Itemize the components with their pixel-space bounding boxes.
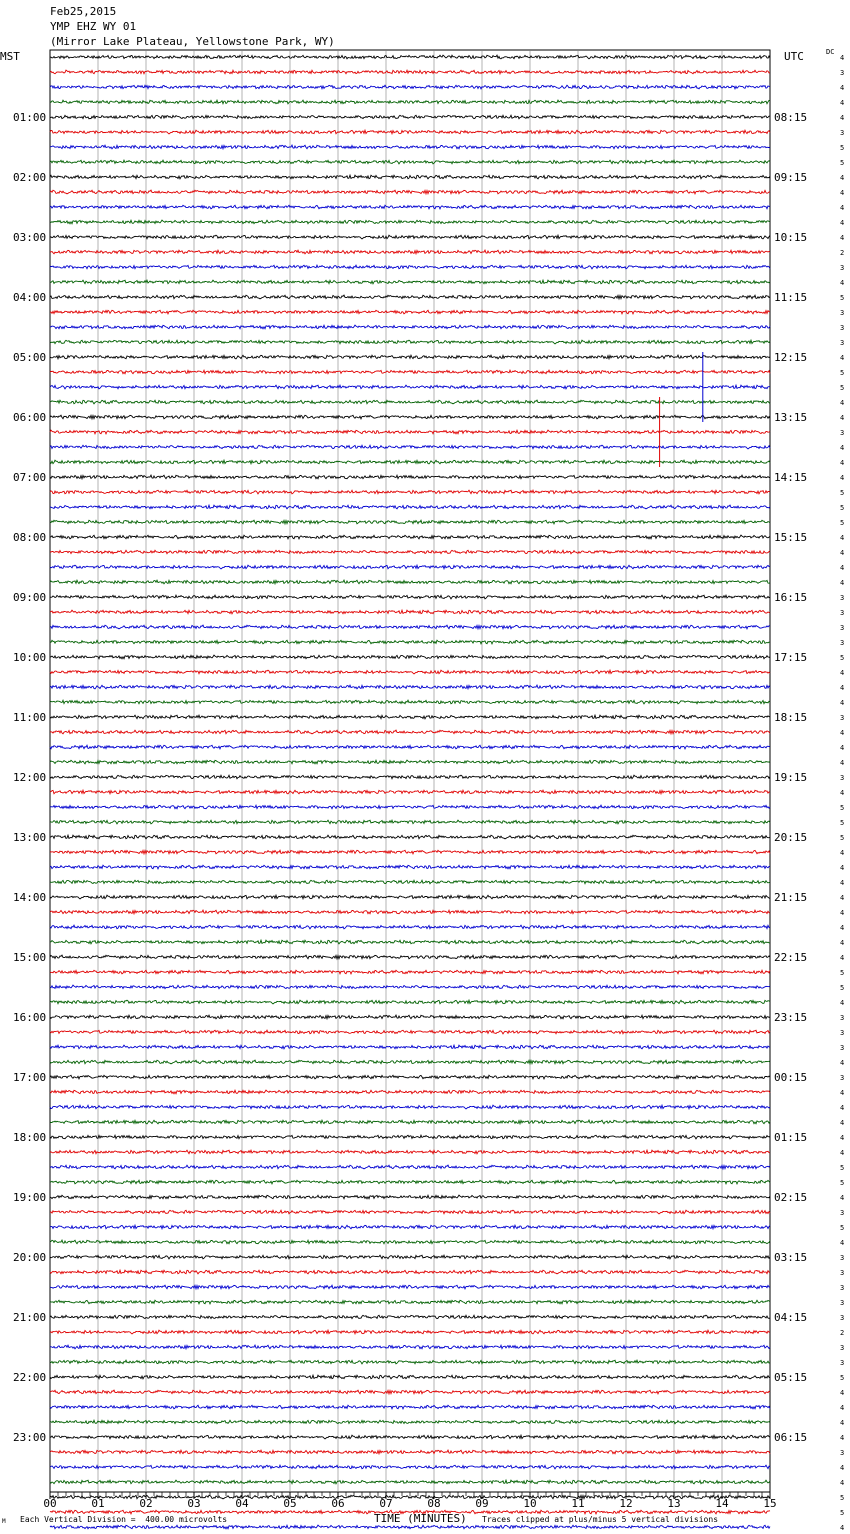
trace-row-56 [50, 880, 770, 884]
dc-value: 3 [840, 594, 845, 602]
trace-row-99 [50, 1525, 770, 1529]
dc-value: 5 [840, 1494, 845, 1502]
trace-row-82 [50, 1270, 770, 1274]
trace-row-68 [50, 1060, 770, 1064]
trace-row-92 [50, 1420, 770, 1424]
trace-row-11 [50, 205, 770, 209]
trace-row-5 [50, 115, 770, 119]
x-tick-label: 15 [763, 1497, 777, 1510]
trace-row-93 [50, 1435, 770, 1439]
dc-value: 4 [840, 954, 845, 962]
trace-row-54 [50, 850, 770, 854]
dc-value: 4 [840, 579, 845, 587]
x-tick-label: 06 [331, 1497, 345, 1510]
trace-row-27 [50, 445, 770, 449]
trace-row-80 [50, 1240, 770, 1244]
dc-value: 3 [840, 309, 845, 317]
dc-value: 4 [840, 894, 845, 902]
trace-row-81 [50, 1255, 770, 1259]
dc-value: 4 [840, 789, 845, 797]
right-hour-label: 08:15 [774, 111, 808, 124]
trace-row-30 [50, 490, 770, 494]
dc-value: 4 [840, 1239, 845, 1247]
trace-row-44 [50, 700, 770, 704]
header-location: (Mirror Lake Plateau, Yellowstone Park, WY) [50, 35, 335, 48]
footer-clip-note: Traces clipped at plus/minus 5 vertical divisions [482, 1515, 719, 1524]
dc-value: 3 [840, 639, 845, 647]
left-hour-label: 19:00 [13, 1191, 47, 1204]
dc-value: 4 [840, 1119, 845, 1127]
left-hour-label: 21:00 [13, 1311, 47, 1324]
trace-row-46 [50, 730, 770, 734]
dc-value: 5 [840, 1509, 845, 1517]
dc-value: 3 [840, 429, 845, 437]
trace-row-24 [50, 400, 770, 404]
dc-value: 4 [840, 564, 845, 572]
dc-value: 5 [840, 384, 845, 392]
dc-value: 3 [840, 264, 845, 272]
trace-row-72 [50, 1120, 770, 1124]
dc-value: 5 [840, 834, 845, 842]
dc-value: 4 [840, 474, 845, 482]
left-hour-label: 06:00 [13, 411, 47, 424]
trace-row-52 [50, 820, 770, 824]
dc-value: 3 [840, 1299, 845, 1307]
trace-row-63 [50, 985, 770, 989]
right-hour-label: 12:15 [774, 351, 808, 364]
trace-row-37 [50, 595, 770, 599]
dc-value: 3 [840, 1029, 845, 1037]
trace-row-41 [50, 655, 770, 659]
dc-value: 5 [840, 1224, 845, 1232]
trace-row-4 [50, 100, 770, 104]
dc-value: 4 [840, 924, 845, 932]
left-hour-label: 04:00 [13, 291, 47, 304]
trace-row-66 [50, 1030, 770, 1034]
trace-row-28 [50, 460, 770, 464]
right-hour-label: 13:15 [774, 411, 808, 424]
right-hour-label: 09:15 [774, 171, 808, 184]
x-tick-label: 02 [139, 1497, 153, 1510]
dc-value: 4 [840, 1194, 845, 1202]
dc-value: 4 [840, 1089, 845, 1097]
right-hour-label: 10:15 [774, 231, 808, 244]
trace-row-22 [50, 370, 770, 374]
left-hour-label: 23:00 [13, 1431, 47, 1444]
dc-value: 3 [840, 714, 845, 722]
dc-value: 5 [840, 804, 845, 812]
dc-value: 3 [840, 1344, 845, 1352]
dc-value: 4 [840, 279, 845, 287]
trace-row-61 [50, 955, 770, 959]
dc-value: 5 [840, 294, 845, 302]
right-hour-label: 05:15 [774, 1371, 808, 1384]
dc-value: 3 [840, 69, 845, 77]
dc-value: 4 [840, 84, 845, 92]
trace-row-85 [50, 1315, 770, 1319]
dc-value: 4 [840, 534, 845, 542]
trace-row-64 [50, 1000, 770, 1004]
trace-row-88 [50, 1360, 770, 1364]
trace-row-40 [50, 640, 770, 644]
dc-value: 4 [840, 1524, 845, 1532]
x-tick-label: 07 [379, 1497, 393, 1510]
dc-value: 3 [840, 624, 845, 632]
trace-row-26 [50, 430, 770, 434]
left-hour-label: 15:00 [13, 951, 47, 964]
trace-row-67 [50, 1045, 770, 1049]
trace-row-32 [50, 520, 770, 524]
dc-value: 4 [840, 219, 845, 227]
trace-row-9 [50, 175, 770, 179]
dc-value: 5 [840, 984, 845, 992]
trace-row-16 [50, 280, 770, 284]
dc-value: 4 [840, 759, 845, 767]
dc-value: 4 [840, 1134, 845, 1142]
trace-row-71 [50, 1105, 770, 1109]
trace-row-83 [50, 1285, 770, 1289]
dc-value: 4 [840, 1479, 845, 1487]
trace-row-89 [50, 1375, 770, 1379]
right-hour-label: 01:15 [774, 1131, 808, 1144]
right-hour-label: 00:15 [774, 1071, 808, 1084]
dc-value: 4 [840, 729, 845, 737]
left-hour-label: 05:00 [13, 351, 47, 364]
left-hour-label: 20:00 [13, 1251, 47, 1264]
trace-row-3 [50, 85, 770, 89]
dc-value: 5 [840, 969, 845, 977]
x-axis-title: TIME (MINUTES) [374, 1512, 467, 1525]
trace-row-62 [50, 970, 770, 974]
header-date: Feb25,2015 [50, 5, 117, 18]
trace-row-38 [50, 610, 770, 614]
dc-value: 4 [840, 234, 845, 242]
trace-row-47 [50, 745, 770, 749]
trace-row-76 [50, 1180, 770, 1184]
x-tick-label: 01 [91, 1497, 105, 1510]
dc-value: 3 [840, 129, 845, 137]
dc-value: 4 [840, 684, 845, 692]
trace-row-36 [50, 580, 770, 584]
trace-row-58 [50, 910, 770, 914]
trace-row-73 [50, 1135, 770, 1139]
dc-value: 4 [840, 549, 845, 557]
trace-row-74 [50, 1150, 770, 1154]
x-tick-label: 04 [235, 1497, 249, 1510]
dc-value: 4 [840, 1464, 845, 1472]
dc-value: 3 [840, 339, 845, 347]
dc-value: 5 [840, 144, 845, 152]
dc-value: 4 [840, 1389, 845, 1397]
trace-row-48 [50, 760, 770, 764]
dc-value: 4 [840, 204, 845, 212]
trace-row-42 [50, 670, 770, 674]
right-hour-label: 11:15 [774, 291, 808, 304]
left-hour-label: 01:00 [13, 111, 47, 124]
dc-value: 3 [840, 609, 845, 617]
dc-value: 3 [840, 1359, 845, 1367]
trace-row-59 [50, 925, 770, 929]
trace-row-29 [50, 475, 770, 479]
trace-row-69 [50, 1075, 770, 1079]
trace-row-1 [50, 55, 770, 59]
trace-row-15 [50, 265, 770, 269]
trace-row-21 [50, 355, 770, 359]
trace-row-94 [50, 1450, 770, 1454]
dc-value: 5 [840, 1164, 845, 1172]
right-timezone-label: UTC [784, 50, 804, 63]
x-tick-label: 12 [619, 1497, 633, 1510]
trace-row-91 [50, 1405, 770, 1409]
dc-value: 3 [840, 1284, 845, 1292]
left-hour-label: 09:00 [13, 591, 47, 604]
right-hour-label: 23:15 [774, 1011, 808, 1024]
dc-value: 4 [840, 414, 845, 422]
dc-value: 4 [840, 114, 845, 122]
trace-row-87 [50, 1345, 770, 1349]
trace-row-13 [50, 235, 770, 239]
right-hour-label: 21:15 [774, 891, 808, 904]
right-hour-label: 17:15 [774, 651, 808, 664]
left-hour-label: 03:00 [13, 231, 47, 244]
dc-value: 3 [840, 1449, 845, 1457]
dc-value: 4 [840, 849, 845, 857]
x-tick-label: 08 [427, 1497, 441, 1510]
trace-row-17 [50, 295, 770, 299]
trace-row-60 [50, 940, 770, 944]
x-tick-label: 13 [667, 1497, 681, 1510]
left-hour-label: 16:00 [13, 1011, 47, 1024]
dc-value: 4 [840, 399, 845, 407]
dc-value: 5 [840, 369, 845, 377]
dc-value: 4 [840, 1059, 845, 1067]
footer-mark: M [2, 1518, 6, 1525]
trace-row-53 [50, 835, 770, 839]
dc-value: 4 [840, 1149, 845, 1157]
right-hour-label: 03:15 [774, 1251, 808, 1264]
left-hour-label: 22:00 [13, 1371, 47, 1384]
dc-value: 5 [840, 1374, 845, 1382]
right-hour-label: 15:15 [774, 531, 808, 544]
x-tick-label: 05 [283, 1497, 297, 1510]
dc-value: 4 [840, 669, 845, 677]
dc-value: 3 [840, 1269, 845, 1277]
trace-row-90 [50, 1390, 770, 1394]
dc-label: DC [826, 48, 835, 56]
right-hour-label: 22:15 [774, 951, 808, 964]
right-hour-label: 14:15 [774, 471, 808, 484]
trace-row-50 [50, 790, 770, 794]
x-tick-label: 14 [715, 1497, 729, 1510]
left-hour-label: 02:00 [13, 171, 47, 184]
trace-row-10 [50, 190, 770, 194]
dc-value: 4 [840, 354, 845, 362]
left-hour-label: 11:00 [13, 711, 47, 724]
dc-value: 4 [840, 879, 845, 887]
left-hour-label: 13:00 [13, 831, 47, 844]
trace-row-75 [50, 1165, 770, 1169]
left-hour-label: 10:00 [13, 651, 47, 664]
trace-row-70 [50, 1090, 770, 1094]
dc-value: 4 [840, 1104, 845, 1112]
dc-value: 5 [840, 489, 845, 497]
trace-row-20 [50, 340, 770, 344]
trace-row-25 [50, 415, 770, 419]
trace-row-8 [50, 160, 770, 164]
trace-row-14 [50, 250, 770, 254]
x-tick-label: 00 [43, 1497, 57, 1510]
left-hour-label: 12:00 [13, 771, 47, 784]
dc-value: 5 [840, 159, 845, 167]
trace-row-6 [50, 130, 770, 134]
trace-row-84 [50, 1300, 770, 1304]
dc-value: 3 [840, 1044, 845, 1052]
x-tick-label: 09 [475, 1497, 489, 1510]
right-hour-label: 20:15 [774, 831, 808, 844]
trace-row-43 [50, 685, 770, 689]
trace-row-77 [50, 1195, 770, 1199]
trace-row-86 [50, 1330, 770, 1334]
dc-value: 3 [840, 1209, 845, 1217]
dc-value: 3 [840, 1314, 845, 1322]
right-hour-label: 02:15 [774, 1191, 808, 1204]
trace-row-51 [50, 805, 770, 809]
trace-row-78 [50, 1210, 770, 1214]
x-tick-label: 11 [571, 1497, 585, 1510]
dc-value: 4 [840, 1434, 845, 1442]
left-hour-label: 17:00 [13, 1071, 47, 1084]
dc-value: 5 [840, 504, 845, 512]
dc-value: 5 [840, 819, 845, 827]
dc-value: 4 [840, 174, 845, 182]
dc-value: 4 [840, 1419, 845, 1427]
trace-row-23 [50, 385, 770, 389]
dc-value: 2 [840, 249, 845, 257]
trace-row-18 [50, 310, 770, 314]
trace-row-45 [50, 715, 770, 719]
trace-row-34 [50, 550, 770, 553]
right-hour-label: 18:15 [774, 711, 808, 724]
left-hour-label: 14:00 [13, 891, 47, 904]
trace-row-2 [50, 70, 770, 74]
dc-value: 4 [840, 189, 845, 197]
x-tick-label: 10 [523, 1497, 537, 1510]
trace-row-96 [50, 1480, 770, 1484]
dc-value: 2 [840, 1329, 845, 1337]
right-hour-label: 04:15 [774, 1311, 808, 1324]
trace-row-12 [50, 220, 770, 224]
trace-row-7 [50, 145, 770, 149]
left-timezone-label: MST [0, 50, 20, 63]
dc-value: 4 [840, 99, 845, 107]
dc-value: 4 [840, 444, 845, 452]
trace-row-95 [50, 1465, 770, 1469]
trace-row-35 [50, 565, 770, 569]
dc-value: 3 [840, 774, 845, 782]
left-hour-label: 07:00 [13, 471, 47, 484]
dc-value: 4 [840, 744, 845, 752]
right-hour-label: 06:15 [774, 1431, 808, 1444]
dc-value: 4 [840, 54, 845, 62]
dc-value: 5 [840, 519, 845, 527]
trace-row-79 [50, 1225, 770, 1229]
dc-value: 4 [840, 864, 845, 872]
trace-row-65 [50, 1015, 770, 1019]
right-hour-label: 16:15 [774, 591, 808, 604]
dc-value: 3 [840, 324, 845, 332]
dc-value: 4 [840, 699, 845, 707]
dc-value: 4 [840, 999, 845, 1007]
dc-value: 3 [840, 1074, 845, 1082]
trace-row-55 [50, 865, 770, 869]
left-hour-label: 08:00 [13, 531, 47, 544]
trace-row-31 [50, 505, 770, 509]
footer-scale: Each Vertical Division = 400.00 microvolts [20, 1515, 228, 1524]
trace-row-33 [50, 535, 770, 539]
right-hour-label: 19:15 [774, 771, 808, 784]
dc-value: 4 [840, 939, 845, 947]
x-tick-label: 03 [187, 1497, 201, 1510]
dc-value: 4 [840, 909, 845, 917]
header-station: YMP EHZ WY 01 [50, 20, 137, 33]
trace-row-39 [50, 625, 770, 629]
left-hour-label: 18:00 [13, 1131, 47, 1144]
dc-value: 3 [840, 1014, 845, 1022]
trace-row-57 [50, 895, 770, 899]
trace-row-19 [50, 325, 770, 329]
dc-value: 5 [840, 1179, 845, 1187]
dc-value: 4 [840, 459, 845, 467]
dc-value: 3 [840, 1254, 845, 1262]
dc-value: 4 [840, 1404, 845, 1412]
dc-value: 5 [840, 654, 845, 662]
trace-row-49 [50, 775, 770, 779]
